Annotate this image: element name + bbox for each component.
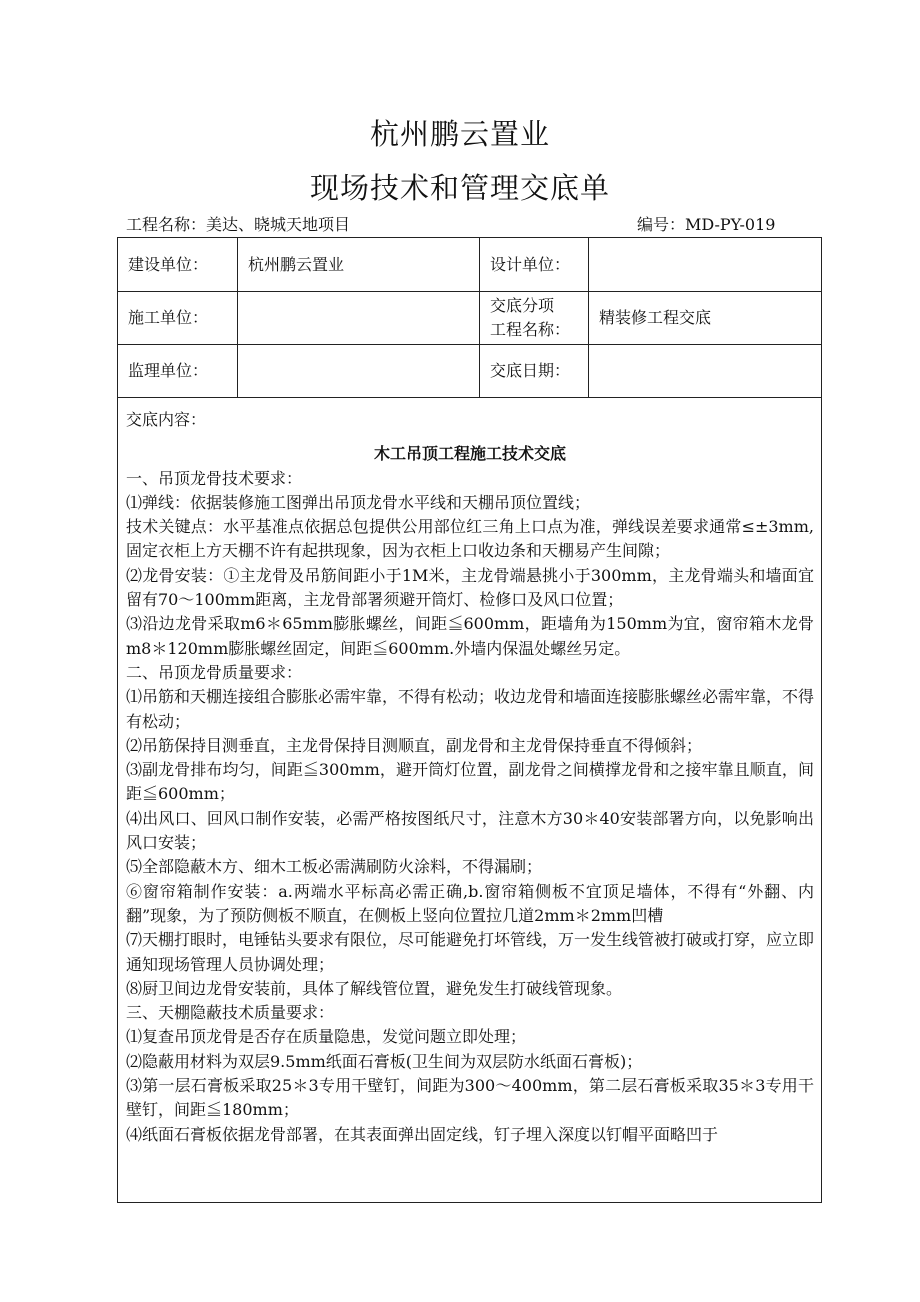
content-row [118,398,822,1203]
handover-date-label: 交底日期： [480,345,589,398]
content-heading: 木工吊顶工程施工技术交底 [373,444,566,464]
paragraph: 一、吊顶龙骨技术要求： [126,468,303,488]
construction-unit-value: 杭州鹏云置业 [238,238,480,292]
content-label: 交底内容： [126,410,207,429]
paragraph: ⑵龙骨安装：①主龙骨及吊筋间距小于1M米，主龙骨端悬挑小于300mm，主龙骨端头和墙面宜留有70～100mm距离，主龙骨部署须避开筒灯、检修口及风口位置； [126,565,814,610]
paragraph: ⑷纸面石膏板依据龙骨部署，在其表面弹出固定线，钉子埋入深度以钉帽平面略凹于 [126,1124,719,1144]
item-name-label [480,292,589,345]
handover-date-value [589,345,822,398]
paragraph: ⑷出风口、回风口制作安装，必需严格按图纸尺寸，注意木方30＊40安装部署方向，以免影响出风口安装； [126,808,814,853]
handover-table [117,237,822,1203]
handover-content [118,408,822,1192]
paragraph: ⑥窗帘箱制作安装：a.两端水平标高必需正确,b.窗帘箱侧板不宜顶足墙体，不得有“外翻、内翻”现象，为了预防侧板不顺直，在侧板上竖向位置拉几道2mm＊2mm凹槽 [126,881,814,925]
paragraph: ⑴弹线：依据装修施工图弹出吊顶龙骨水平线和天棚吊顶位置线； [126,492,591,512]
item-name-label-line2: 工程名称： [490,320,571,339]
item-name-label-line1: 交底分项 [490,296,555,315]
paragraph: 三、天棚隐蔽技术质量要求： [126,1003,335,1023]
paragraph: ⑶副龙骨排布均匀，间距≦300mm，避开筒灯位置，副龙骨之间横撑龙骨和之接牢靠且顺直，间距≦600mm； [126,760,814,804]
paragraph: ⑻厨卫间边龙骨安装前，具体了解线管位置，避免发生打破线管现象。 [126,978,623,998]
document-title: 现场技术和管理交底单 [309,171,610,205]
paragraph: 技术关键点：水平基准点依据总包提供公用部位红三角上口点为准，弹线误差要求通常≤±3mm,固定衣柜上方天棚不许有起拱现象，因为衣柜上口收边条和天棚易产生间隙； [126,517,814,561]
paragraph: ⑺天棚打眼时，电锤钻头要求有限位，尽可能避免打坏管线，万一发生线管被打破或打穿，应立即通知现场管理人员协调处理； [126,930,815,974]
paragraph: ⑶第一层石膏板采取25＊3专用干壁钉，间距为300～400mm，第二层石膏板采取35＊3专用干壁钉，间距≦180mm； [126,1076,814,1120]
company-title: 杭州鹏云置业 [369,117,550,151]
paragraph: ⑴吊筋和天棚连接组合膨胀必需牢靠，不得有松动；收边龙骨和墙面连接膨胀螺丝必需牢靠，不得有松动； [126,687,815,731]
paragraph: ⑵吊筋保持目测垂直，主龙骨保持目测顺直，副龙骨和主龙骨保持垂直不得倾斜； [126,735,703,755]
table-row [118,238,822,292]
builder-unit-value [238,292,480,345]
construction-unit-label: 建设单位： [118,238,238,292]
project-name: 工程名称：美达、晓城天地项目 [126,215,351,234]
paragraph: 二、吊顶龙骨质量要求： [126,662,303,682]
table-row [118,292,822,345]
paragraph: ⑴复查吊顶龙骨是否存在质量隐患，发觉问题立即处理； [126,1027,527,1047]
paragraph: ⑸全部隐蔽木方、细木工板必需满刷防火涂料，不得漏刷； [126,857,543,877]
content-cell [118,398,822,1203]
table-row [118,345,822,398]
design-unit-label: 设计单位： [480,238,589,292]
paragraph: ⑶沿边龙骨采取m6＊65mm膨胀螺丝，间距≦600mm，距墙角为150mm为宜，窗帘箱木龙骨m8＊120mm膨胀螺丝固定，间距≦600mm.外墙内保温处螺丝另定。 [126,614,814,658]
builder-unit-label: 施工单位： [118,292,238,345]
item-name-value: 精装修工程交底 [589,292,822,345]
paragraph: ⑵隐蔽用材料为双层9.5mm纸面石膏板(卫生间为双层防水纸面石膏板)； [126,1051,643,1071]
design-unit-value [589,238,822,292]
supervisor-unit-label: 监理单位： [118,345,238,398]
supervisor-unit-value [238,345,480,398]
document-number: 编号：MD-PY-019 [637,215,776,234]
